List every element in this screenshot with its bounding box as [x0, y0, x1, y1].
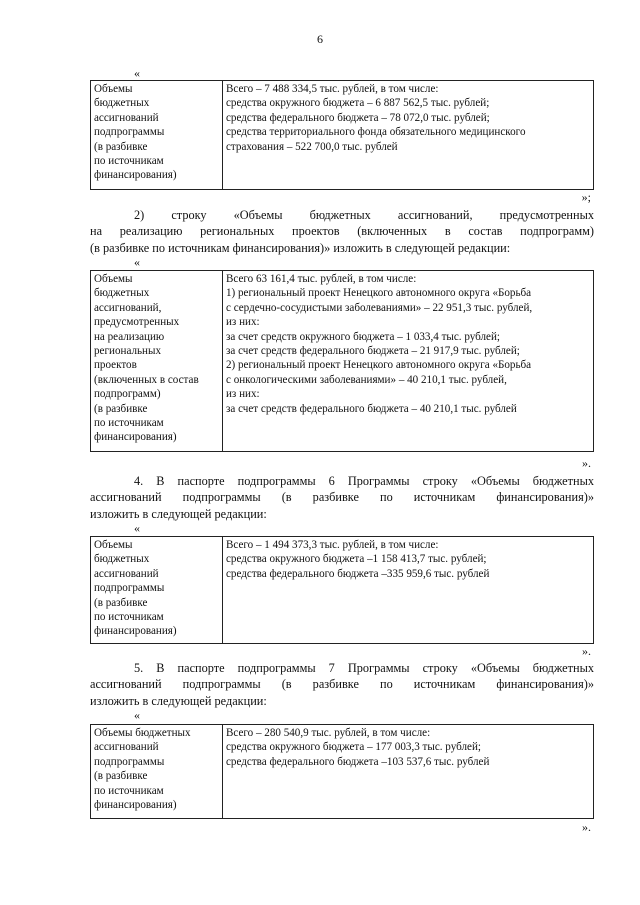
- label-line: по источникам: [94, 784, 164, 797]
- quote-close-4: ».: [582, 820, 591, 834]
- label-line: по источникам: [94, 417, 164, 430]
- value-line: Всего – 1 494 373,3 тыс. рублей, в том числе:: [226, 539, 439, 551]
- label-line: бюджетных: [94, 553, 150, 566]
- quote-close-1: »;: [581, 190, 591, 204]
- label-line: Объемы: [94, 273, 133, 285]
- value-line: средства окружного бюджета – 6 887 562,5 тыс. рублей;: [226, 97, 490, 110]
- label-line: ассигнований: [94, 741, 159, 754]
- quote-open-1: «: [134, 66, 140, 80]
- value-line: Всего – 280 540,9 тыс. рублей, в том числе:: [226, 727, 431, 739]
- table-label-cell: [91, 81, 223, 190]
- label-line: (в разбивке: [94, 140, 148, 153]
- value-line: с сердечно-сосудистыми заболеваниями» – 22 951,3 тыс. рублей,: [226, 301, 533, 314]
- label-line: финансирования): [94, 799, 177, 812]
- value-line: из них:: [226, 388, 260, 401]
- paragraph-line: (в разбивке по источникам финансирования)» изложить в следующей редакции:: [90, 240, 511, 255]
- paragraph-4: [90, 473, 594, 522]
- quote-open-2: «: [134, 255, 140, 269]
- label-line: финансирования): [94, 169, 177, 182]
- label-line: (включенных в состав: [94, 373, 199, 386]
- label-line: Объемы: [94, 539, 133, 551]
- label-line: ассигнований,: [94, 301, 162, 314]
- paragraph-line: изложить в следующей редакции:: [90, 506, 267, 521]
- label-line: (в разбивке: [94, 402, 148, 415]
- label-line: (в разбивке: [94, 770, 148, 783]
- value-line: за счет средств окружного бюджета – 1 033,4 тыс. рублей;: [226, 330, 500, 343]
- value-line: страхования – 522 700,0 тыс. рублей: [226, 140, 398, 153]
- table-subprogram-7-budget: [90, 724, 594, 819]
- label-line: предусмотренных: [94, 316, 180, 329]
- table-value-cell: [223, 537, 594, 644]
- value-line: с онкологическими заболеваниями» – 40 210,1 тыс. рублей,: [226, 373, 507, 386]
- table-label-cell: [91, 537, 223, 644]
- value-line: 1) региональный проект Ненецкого автономного округа «Борьба: [226, 287, 532, 300]
- table-subprogram-6-budget: [90, 536, 594, 644]
- page-number: 6: [317, 32, 323, 46]
- paragraph-line: ассигнований подпрограммы (в разбивке по источникам финансирования)»: [90, 490, 594, 505]
- value-line: Всего – 7 488 334,5 тыс. рублей, в том числе:: [226, 83, 439, 95]
- table-subprogram-budget: [90, 80, 594, 190]
- value-line: за счет средств федерального бюджета – 21 917,9 тыс. рублей;: [226, 345, 520, 358]
- label-line: (в разбивке: [94, 596, 148, 609]
- value-line: средства окружного бюджета – 177 003,3 тыс. рублей;: [226, 741, 481, 754]
- paragraph-line: 2) строку «Объемы бюджетных ассигнований, предусмотренных: [134, 208, 594, 222]
- label-line: Объемы бюджетных: [94, 727, 191, 739]
- label-line: финансирования): [94, 431, 177, 444]
- paragraph-line: 5. В паспорте подпрограммы 7 Программы строку «Объемы бюджетных: [134, 661, 594, 675]
- paragraph-5: [90, 660, 594, 709]
- label-line: бюджетных: [94, 97, 150, 110]
- table-regional-projects-budget: [90, 270, 594, 452]
- paragraph-2: [90, 207, 594, 256]
- table-value-cell: [223, 725, 594, 819]
- value-line: за счет средств федерального бюджета – 40 210,1 тыс. рублей: [226, 402, 517, 415]
- value-line: из них:: [226, 316, 260, 329]
- value-line: 2) региональный проект Ненецкого автономного округа «Борьба: [226, 359, 532, 372]
- label-line: финансирования): [94, 625, 177, 638]
- paragraph-line: ассигнований подпрограммы (в разбивке по источникам финансирования)»: [90, 677, 594, 692]
- label-line: подпрограмм): [94, 388, 161, 401]
- label-line: на реализацию: [94, 330, 165, 343]
- paragraph-line: на реализацию региональных проектов (включенных в состав подпрограмм): [90, 224, 594, 239]
- table-value-cell: [223, 81, 594, 190]
- label-line: бюджетных: [94, 287, 150, 300]
- quote-close-3: ».: [582, 644, 591, 658]
- paragraph-line: 4. В паспорте подпрограммы 6 Программы строку «Объемы бюджетных: [134, 474, 594, 488]
- label-line: региональных: [94, 345, 161, 358]
- value-line: Всего 63 161,4 тыс. рублей, в том числе:: [226, 273, 417, 285]
- label-line: по источникам: [94, 611, 164, 624]
- table-value-cell: [223, 271, 594, 452]
- quote-close-2: ».: [582, 456, 591, 470]
- label-line: подпрограммы: [94, 755, 165, 768]
- label-line: Объемы: [94, 83, 133, 95]
- value-line: средства федерального бюджета –103 537,6 тыс. рублей: [226, 755, 490, 768]
- label-line: по источникам: [94, 155, 164, 168]
- label-line: ассигнований: [94, 111, 159, 124]
- quote-open-4: «: [134, 708, 140, 722]
- value-line: средства федерального бюджета –335 959,6 тыс. рублей: [226, 567, 490, 580]
- value-line: средства федерального бюджета – 78 072,0 тыс. рублей;: [226, 111, 490, 124]
- label-line: подпрограммы: [94, 126, 165, 139]
- label-line: проектов: [94, 359, 137, 372]
- table-label-cell: [91, 271, 223, 452]
- value-line: средства территориального фонда обязательного медицинского: [226, 126, 526, 139]
- label-line: подпрограммы: [94, 582, 165, 595]
- table-label-cell: [91, 725, 223, 819]
- label-line: ассигнований: [94, 567, 159, 580]
- value-line: средства окружного бюджета –1 158 413,7 тыс. рублей;: [226, 553, 487, 566]
- paragraph-line: изложить в следующей редакции:: [90, 693, 267, 708]
- quote-open-3: «: [134, 521, 140, 535]
